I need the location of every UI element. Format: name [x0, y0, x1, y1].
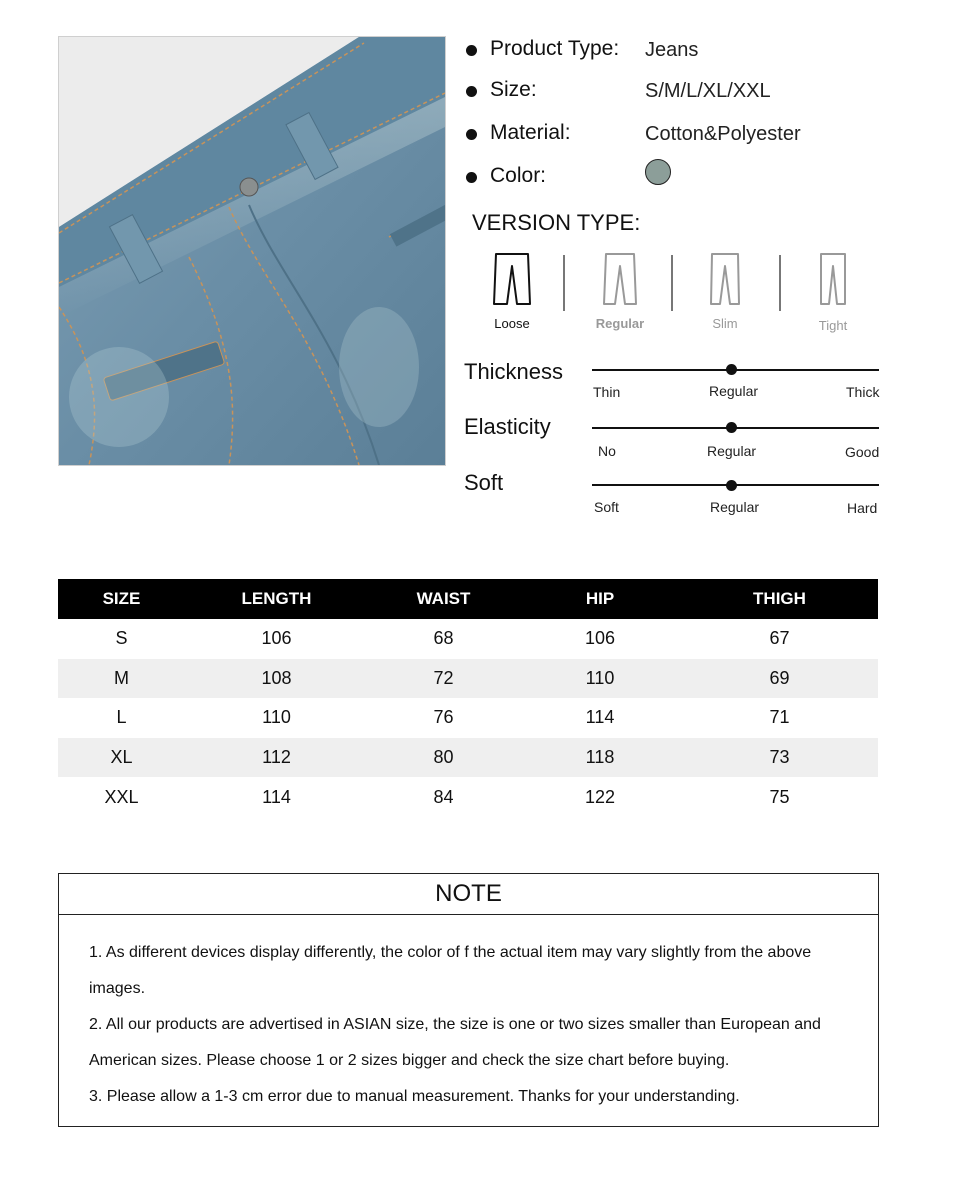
- info-label: Size:: [490, 78, 537, 101]
- table-cell: 68: [433, 628, 454, 649]
- info-label: Product Type:: [490, 37, 620, 60]
- version-label: Tight: [818, 318, 848, 333]
- table-cell: XXL: [104, 786, 139, 807]
- scale-marker: [726, 480, 737, 491]
- note-line: 1. As different devices display differently, the color of f the actual item may vary slightly from the above images.: [89, 944, 812, 997]
- product-photo: [58, 36, 446, 466]
- scale-label-mid: Regular: [710, 499, 760, 515]
- scale-label-left: Soft: [594, 499, 619, 515]
- note-box: [58, 873, 879, 1127]
- scale-label-right: Hard: [847, 500, 878, 516]
- table-cell: 75: [769, 786, 790, 807]
- bullet-icon: [466, 45, 477, 56]
- bullet-icon: [466, 86, 477, 97]
- scale-title-elasticity: Elasticity: [464, 414, 551, 439]
- divider: [671, 255, 673, 311]
- table-cell: 67: [769, 628, 790, 649]
- table-cell: 122: [584, 786, 616, 807]
- pants-regular-icon: [600, 252, 640, 308]
- table-cell: XL: [58, 738, 185, 778]
- table-cell: 106: [584, 628, 616, 649]
- info-value: Cotton&Polyester: [645, 123, 801, 145]
- note-body: [59, 915, 878, 1115]
- column-header: HIP: [519, 579, 681, 619]
- scale-title-soft: Soft: [464, 470, 504, 495]
- scale-marker: [726, 422, 737, 433]
- divider: [779, 255, 781, 311]
- info-label: Color:: [490, 164, 547, 187]
- bullet-icon: [466, 172, 477, 183]
- version-option-regular: [585, 252, 655, 331]
- pants-slim-icon: [705, 252, 745, 308]
- table-cell: 80: [368, 738, 519, 778]
- scale-label-mid: Regular: [709, 383, 759, 399]
- pants-tight-icon: [813, 252, 853, 308]
- info-label: Material:: [490, 121, 571, 144]
- table-row: [58, 698, 878, 738]
- version-option-tight: [798, 252, 868, 333]
- table-cell: 73: [681, 738, 878, 778]
- table-cell: 118: [519, 738, 681, 778]
- scale-label-left: No: [598, 443, 616, 459]
- version-option-loose: [477, 252, 547, 331]
- table-cell: 106: [261, 628, 292, 649]
- table-cell: 69: [681, 659, 878, 699]
- table-row: [58, 777, 878, 817]
- note-line: 3. Please allow a 1-3 cm error due to manual measurement. Thanks for your understanding.: [89, 1088, 740, 1105]
- table-row: [58, 738, 878, 778]
- color-swatch: [645, 159, 671, 185]
- table-cell: 71: [769, 707, 790, 728]
- version-option-slim: [690, 252, 760, 331]
- pants-loose-icon: [492, 252, 532, 308]
- version-label: Regular: [595, 316, 645, 331]
- note-title: NOTE: [59, 874, 878, 915]
- table-cell: L: [116, 707, 127, 728]
- table-cell: S: [115, 628, 128, 649]
- bullet-icon: [466, 129, 477, 140]
- version-label: Loose: [494, 316, 530, 331]
- table-cell: 108: [185, 659, 368, 699]
- column-header: SIZE: [58, 579, 185, 619]
- table-cell: 110: [519, 659, 681, 699]
- column-header: WAIST: [368, 579, 519, 619]
- table-cell: 114: [585, 707, 615, 728]
- table-cell: 110: [262, 707, 291, 728]
- table-row: [58, 659, 878, 699]
- column-header: THIGH: [681, 579, 878, 619]
- scale-label-mid: Regular: [707, 443, 757, 459]
- size-chart-table: [58, 579, 878, 817]
- table-cell: 72: [368, 659, 519, 699]
- scale-label-right: Good: [845, 444, 880, 460]
- version-type-title: VERSION TYPE:: [472, 210, 641, 235]
- table-cell: 114: [262, 786, 291, 807]
- table-cell: 84: [433, 786, 454, 807]
- info-value: Jeans: [645, 39, 699, 61]
- table-cell: M: [58, 659, 185, 699]
- table-row: [58, 619, 878, 659]
- scale-marker: [726, 364, 737, 375]
- scale-label-left: Thin: [593, 384, 621, 400]
- scale-title-thickness: Thickness: [464, 359, 564, 384]
- table-cell: 112: [185, 738, 368, 778]
- table-cell: 76: [433, 707, 454, 728]
- info-value: S/M/L/XL/XXL: [645, 80, 771, 102]
- version-label: Slim: [712, 316, 738, 331]
- note-line: 2. All our products are advertised in ASIAN size, the size is one or two sizes smaller than European and American sizes. Please choose 1 or 2 sizes bigger and check the size chart before buying.: [89, 1016, 821, 1069]
- scale-label-right: Thick: [846, 384, 880, 400]
- divider: [563, 255, 565, 311]
- column-header: LENGTH: [185, 579, 368, 619]
- table-header-row: [58, 579, 878, 619]
